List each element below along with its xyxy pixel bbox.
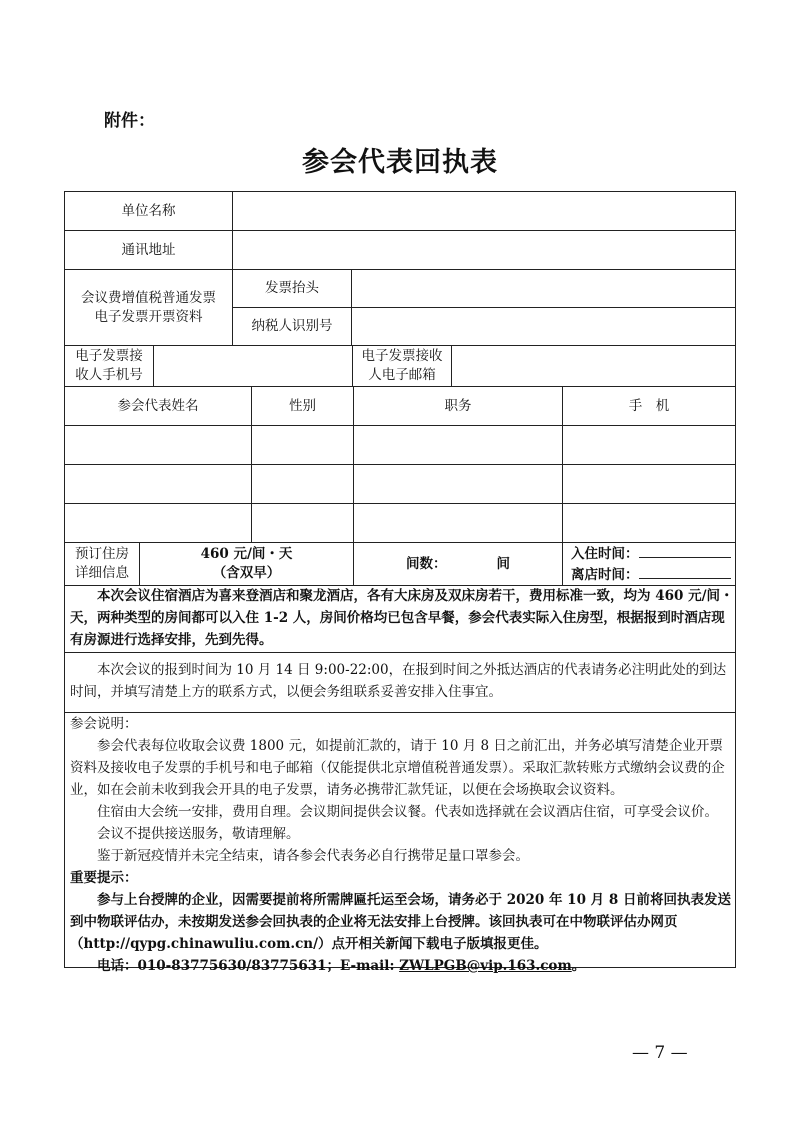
checkout-label: 离店时间： bbox=[571, 567, 639, 583]
notes bbox=[70, 713, 734, 977]
label-invoice-info: 会议费增值税普通发票 电子发票开票资料 bbox=[64, 269, 233, 346]
hotel-price: 460 元/间・天 （含双早） bbox=[139, 542, 354, 586]
rep-gender-cell[interactable] bbox=[251, 425, 354, 465]
hotel-note: 本次会议住宿酒店为喜来登酒店和聚龙酒店，各有大床房及双床房若干，费用标准一致，均为 460 元/间・天，两种类型的房间都可以入住 1-2 人，房间价格均已包含早餐，参会代表实际入住房型，根据报到时酒店现有房源进行选择安排，先到先得。 bbox=[70, 588, 734, 648]
rep-mobile-cell[interactable] bbox=[562, 425, 736, 465]
header-rep-name: 参会代表姓名 bbox=[64, 386, 252, 426]
rep-name-cell[interactable] bbox=[64, 464, 252, 504]
stay-dates[interactable] bbox=[562, 542, 736, 586]
label-invoice-header: 发票抬头 bbox=[232, 269, 352, 308]
label-hotel-booking: 预订住房 详细信息 bbox=[64, 542, 140, 586]
input-receiver-phone[interactable] bbox=[153, 345, 353, 387]
rep-position-cell[interactable] bbox=[353, 503, 563, 543]
notes-transfer: 会议不提供接送服务，敬请理解。 bbox=[97, 826, 300, 842]
rep-gender-cell[interactable] bbox=[251, 503, 354, 543]
rooms-count-field[interactable] bbox=[353, 542, 563, 586]
input-address[interactable] bbox=[232, 230, 736, 270]
page-number: — 7 — bbox=[632, 1043, 688, 1063]
rep-position-cell[interactable] bbox=[353, 425, 563, 465]
contact-email-link[interactable]: ZWLPGB@vip.163.com bbox=[399, 958, 572, 974]
label-receiver-email: 电子发票接收 人电子邮箱 bbox=[352, 345, 452, 387]
header-gender: 性别 bbox=[251, 386, 354, 426]
input-unit-name[interactable] bbox=[232, 191, 736, 231]
notes-fee: 参会代表每位收取会议费 1800 元，如提前汇款的，请于 10 月 8 日之前汇出，并务必填写清楚企业开票资料及接收电子发票的手机号和电子邮箱（仅能提供北京增值税普通发票）。采取汇款转账方式缴纳会议费的企业，如在会前未收到我会开具的电子发票，请务必携带汇款凭证，以便在会场换取会议资料。 bbox=[70, 738, 725, 798]
input-taxpayer-id[interactable] bbox=[351, 307, 736, 346]
label-unit-name: 单位名称 bbox=[64, 191, 233, 231]
input-invoice-header[interactable] bbox=[351, 269, 736, 308]
form-title: 参会代表回执表 bbox=[302, 147, 498, 178]
header-position: 职务 bbox=[353, 386, 563, 426]
rep-mobile-cell[interactable] bbox=[562, 464, 736, 504]
rep-name-cell[interactable] bbox=[64, 503, 252, 543]
rep-gender-cell[interactable] bbox=[251, 464, 354, 504]
important-heading: 重要提示： bbox=[70, 870, 138, 886]
important-note: 参与上台授牌的企业，因需要提前将所需牌匾托运至会场，请务必于 2020 年 10 月 8 日前将回执表发送到中物联评估办，未按期发送参会回执表的企业将无法安排上台授牌。该回执表可在中物联评估办网页（http://qypg.chinawuliu.com.cn/）点开相关新闻下载电子版填报更佳。 bbox=[70, 892, 731, 952]
arrival-note: 本次会议的报到时间为 10 月 14 日 9:00-22:00，在报到时间之外抵达酒店的代表请务必注明此处的到达时间，并填写清楚上方的联系方式，以便会务组联系妥善安排入住事宜。 bbox=[70, 662, 727, 700]
contact-phone: 电话：010-83775630/83775631；E-mail: bbox=[97, 958, 395, 974]
rep-mobile-cell[interactable] bbox=[562, 503, 736, 543]
label-address: 通讯地址 bbox=[64, 230, 233, 270]
contact-line: 电话：010-83775630/83775631；E-mail: ZWLPGB@vip.163.com。 bbox=[97, 958, 586, 974]
notes-lodging: 住宿由大会统一安排，费用自理。会议期间提供会议餐。代表如选择就在会议酒店住宿，可享受会议价。 bbox=[97, 804, 718, 820]
rep-name-cell[interactable] bbox=[64, 425, 252, 465]
rooms-unit: 间 bbox=[496, 555, 510, 572]
checkin-field[interactable] bbox=[639, 543, 731, 558]
attachment-label: 附件： bbox=[104, 111, 155, 131]
header-mobile: 手 机 bbox=[562, 386, 736, 426]
rep-position-cell[interactable] bbox=[353, 464, 563, 504]
label-taxpayer-id: 纳税人识别号 bbox=[232, 307, 352, 346]
label-receiver-phone: 电子发票接 收人手机号 bbox=[64, 345, 154, 387]
checkout-field[interactable] bbox=[639, 564, 731, 579]
rooms-label: 间数： bbox=[406, 555, 447, 572]
input-receiver-email[interactable] bbox=[451, 345, 736, 387]
checkin-label: 入住时间： bbox=[571, 546, 639, 562]
notes-heading: 参会说明： bbox=[70, 716, 138, 732]
notes-covid: 鉴于新冠疫情并未完全结束，请各参会代表务必自行携带足量口罩参会。 bbox=[97, 848, 529, 864]
